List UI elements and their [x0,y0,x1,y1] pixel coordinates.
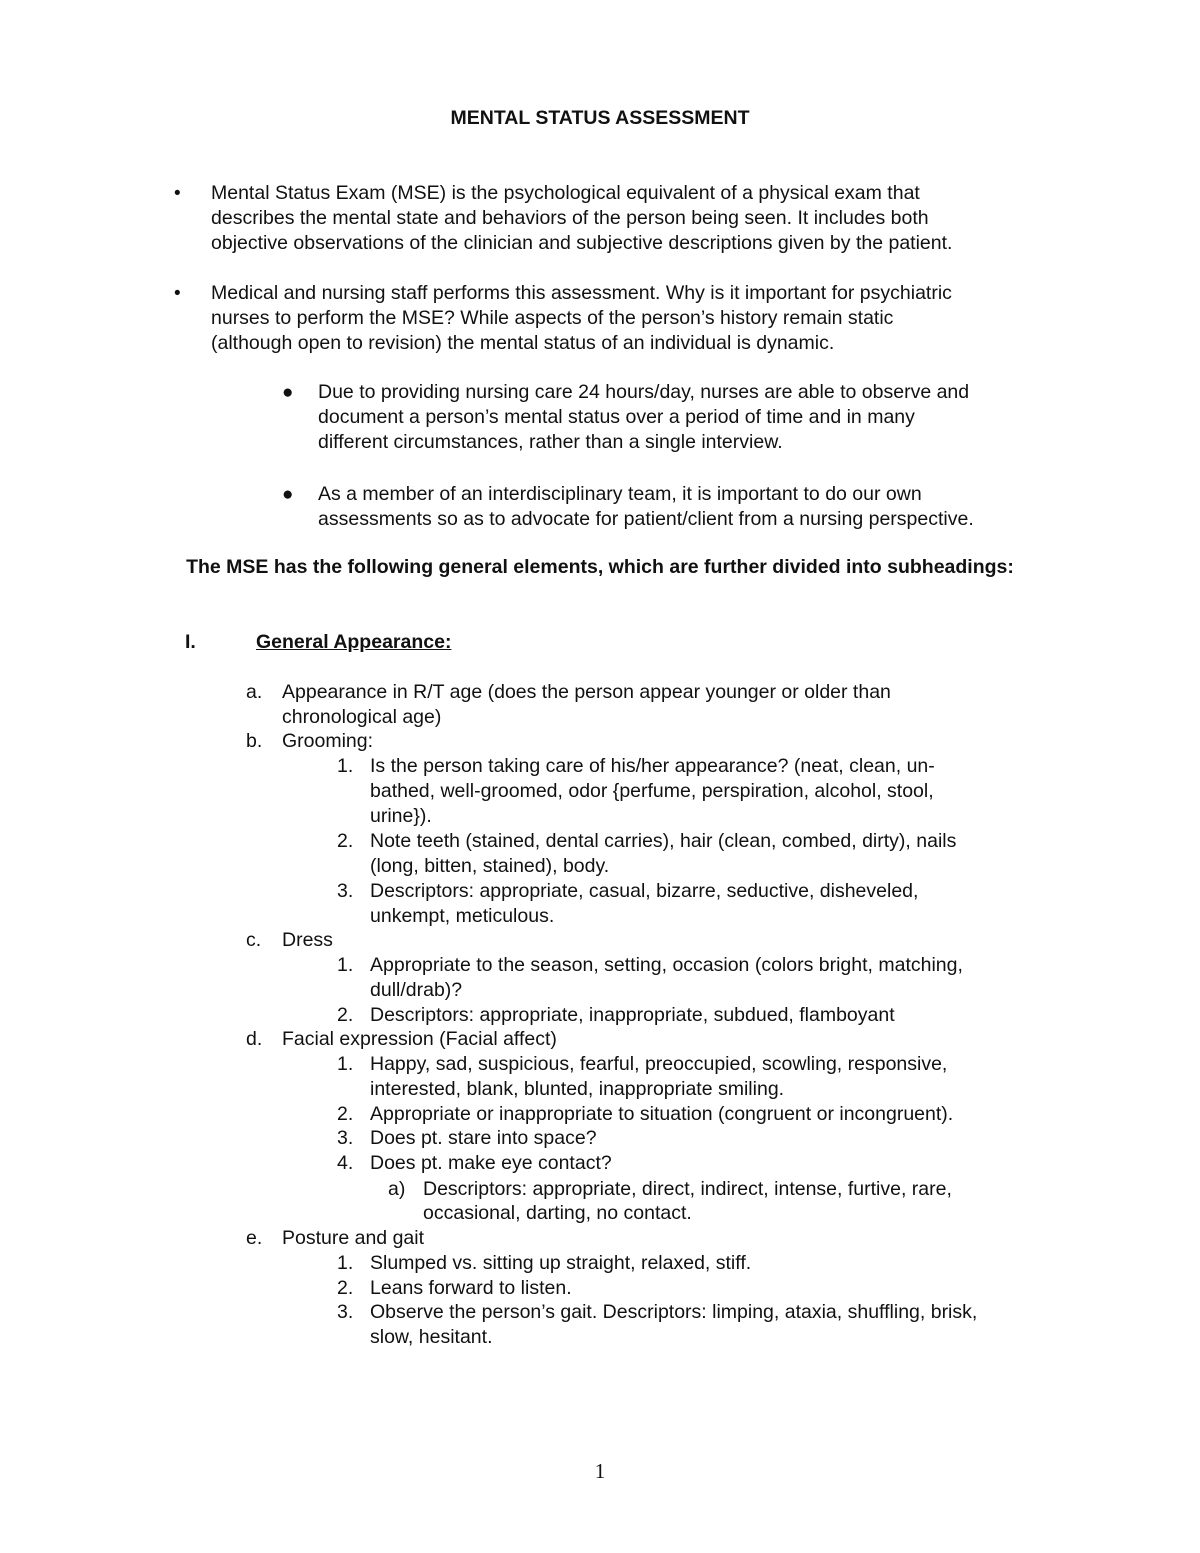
item-c2-line-1: Descriptors: appropriate, inappropriate, subdued, flamboyant [370,1004,895,1026]
item-letter: c. [246,929,262,951]
item-e3-line-1: Observe the person’s gait. Descriptors: limping, ataxia, shuffling, brisk, [370,1301,978,1323]
bullet-2-line-2: nurses to perform the MSE? While aspects of the person’s history remain static [211,307,894,329]
item-letter: e. [246,1227,263,1249]
sub-bullet-2-line-1: As a member of an interdisciplinary team, it is important to do our own [318,483,922,505]
sub-number: 1. [337,1053,354,1075]
page-number: 1 [594,1459,606,1483]
sub-bullet-marker: ● [282,382,294,403]
sub-number: 3. [337,1127,354,1149]
subsub-label: a) [388,1178,406,1200]
item-d3-line-1: Does pt. stare into space? [370,1127,597,1149]
sub-number: 1. [337,755,354,777]
item-c1-line-2: dull/drab)? [370,979,463,1001]
bullet-1-line-2: describes the mental state and behaviors of the person being seen. It includes both [211,207,929,229]
sub-bullet-2-line-2: assessments so as to advocate for patient/client from a nursing perspective. [318,508,974,530]
sub-bullet-1-line-1: Due to providing nursing care 24 hours/day, nurses are able to observe and [318,381,970,403]
item-b2-line-2: (long, bitten, stained), body. [370,855,610,877]
sub-number: 4. [337,1152,354,1174]
sub-number: 2. [337,1277,354,1299]
item-a-line-1: Appearance in R/T age (does the person appear younger or older than [282,681,891,703]
item-d2-line-1: Appropriate or inappropriate to situation (congruent or incongruent). [370,1103,954,1125]
bullet-1-line-3: objective observations of the clinician and subjective descriptions given by the patient. [211,232,953,254]
item-e2-line-1: Leans forward to listen. [370,1277,572,1299]
item-a-line-2: chronological age) [282,706,442,728]
item-b-line-1: Grooming: [282,730,374,752]
item-c1-line-1: Appropriate to the season, setting, occasion (colors bright, matching, [370,954,963,976]
item-e1-line-1: Slumped vs. sitting up straight, relaxed, stiff. [370,1252,752,1274]
sub-bullet-1-line-3: different circumstances, rather than a single interview. [318,431,783,453]
item-b1-line-3: urine}). [370,805,432,827]
sub-bullet-1-line-2: document a person’s mental status over a period of time and in many [318,406,915,428]
section-title: General Appearance: [256,631,452,653]
bullet-marker: • [174,183,181,204]
bullet-2-line-3: (although open to revision) the mental status of an individual is dynamic. [211,332,835,354]
item-letter: b. [246,730,263,752]
item-b3-line-2: unkempt, meticulous. [370,905,555,927]
item-b2-line-1: Note teeth (stained, dental carries), hair (clean, combed, dirty), nails [370,830,957,852]
item-letter: a. [246,681,263,703]
sub-number: 1. [337,954,354,976]
item-b1-line-2: bathed, well-groomed, odor {perfume, perspiration, alcohol, stool, [370,780,934,802]
bullet-1-line-1: Mental Status Exam (MSE) is the psychological equivalent of a physical exam that [211,182,920,204]
item-b1-line-1: Is the person taking care of his/her appearance? (neat, clean, un- [370,755,935,777]
sub-number: 2. [337,830,354,852]
item-c-line-1: Dress [282,929,333,951]
item-d4a-line-1: Descriptors: appropriate, direct, indirect, intense, furtive, rare, [423,1178,952,1200]
item-b3-line-1: Descriptors: appropriate, casual, bizarre, seductive, disheveled, [370,880,919,902]
elements-heading: The MSE has the following general elements, which are further divided into subheadings: [186,556,1014,578]
item-d4a-line-2: occasional, darting, no contact. [423,1202,692,1224]
document-title: MENTAL STATUS ASSESSMENT [450,107,750,129]
sub-number: 1. [337,1252,354,1274]
item-d1-line-1: Happy, sad, suspicious, fearful, preoccupied, scowling, responsive, [370,1053,948,1075]
item-d4-line-1: Does pt. make eye contact? [370,1152,612,1174]
sub-bullet-marker: ● [282,484,294,505]
section-number: I. [185,631,196,653]
item-e3-line-2: slow, hesitant. [370,1326,493,1348]
sub-number: 3. [337,1301,354,1323]
item-d-line-1: Facial expression (Facial affect) [282,1028,557,1050]
sub-number: 2. [337,1103,354,1125]
bullet-2-line-1: Medical and nursing staff performs this assessment. Why is it important for psychiatric [211,282,952,304]
item-d1-line-2: interested, blank, blunted, inappropriate smiling. [370,1078,785,1100]
item-e-line-1: Posture and gait [282,1227,425,1249]
bullet-marker: • [174,283,181,304]
sub-number: 3. [337,880,354,902]
sub-number: 2. [337,1004,354,1026]
item-letter: d. [246,1028,263,1050]
